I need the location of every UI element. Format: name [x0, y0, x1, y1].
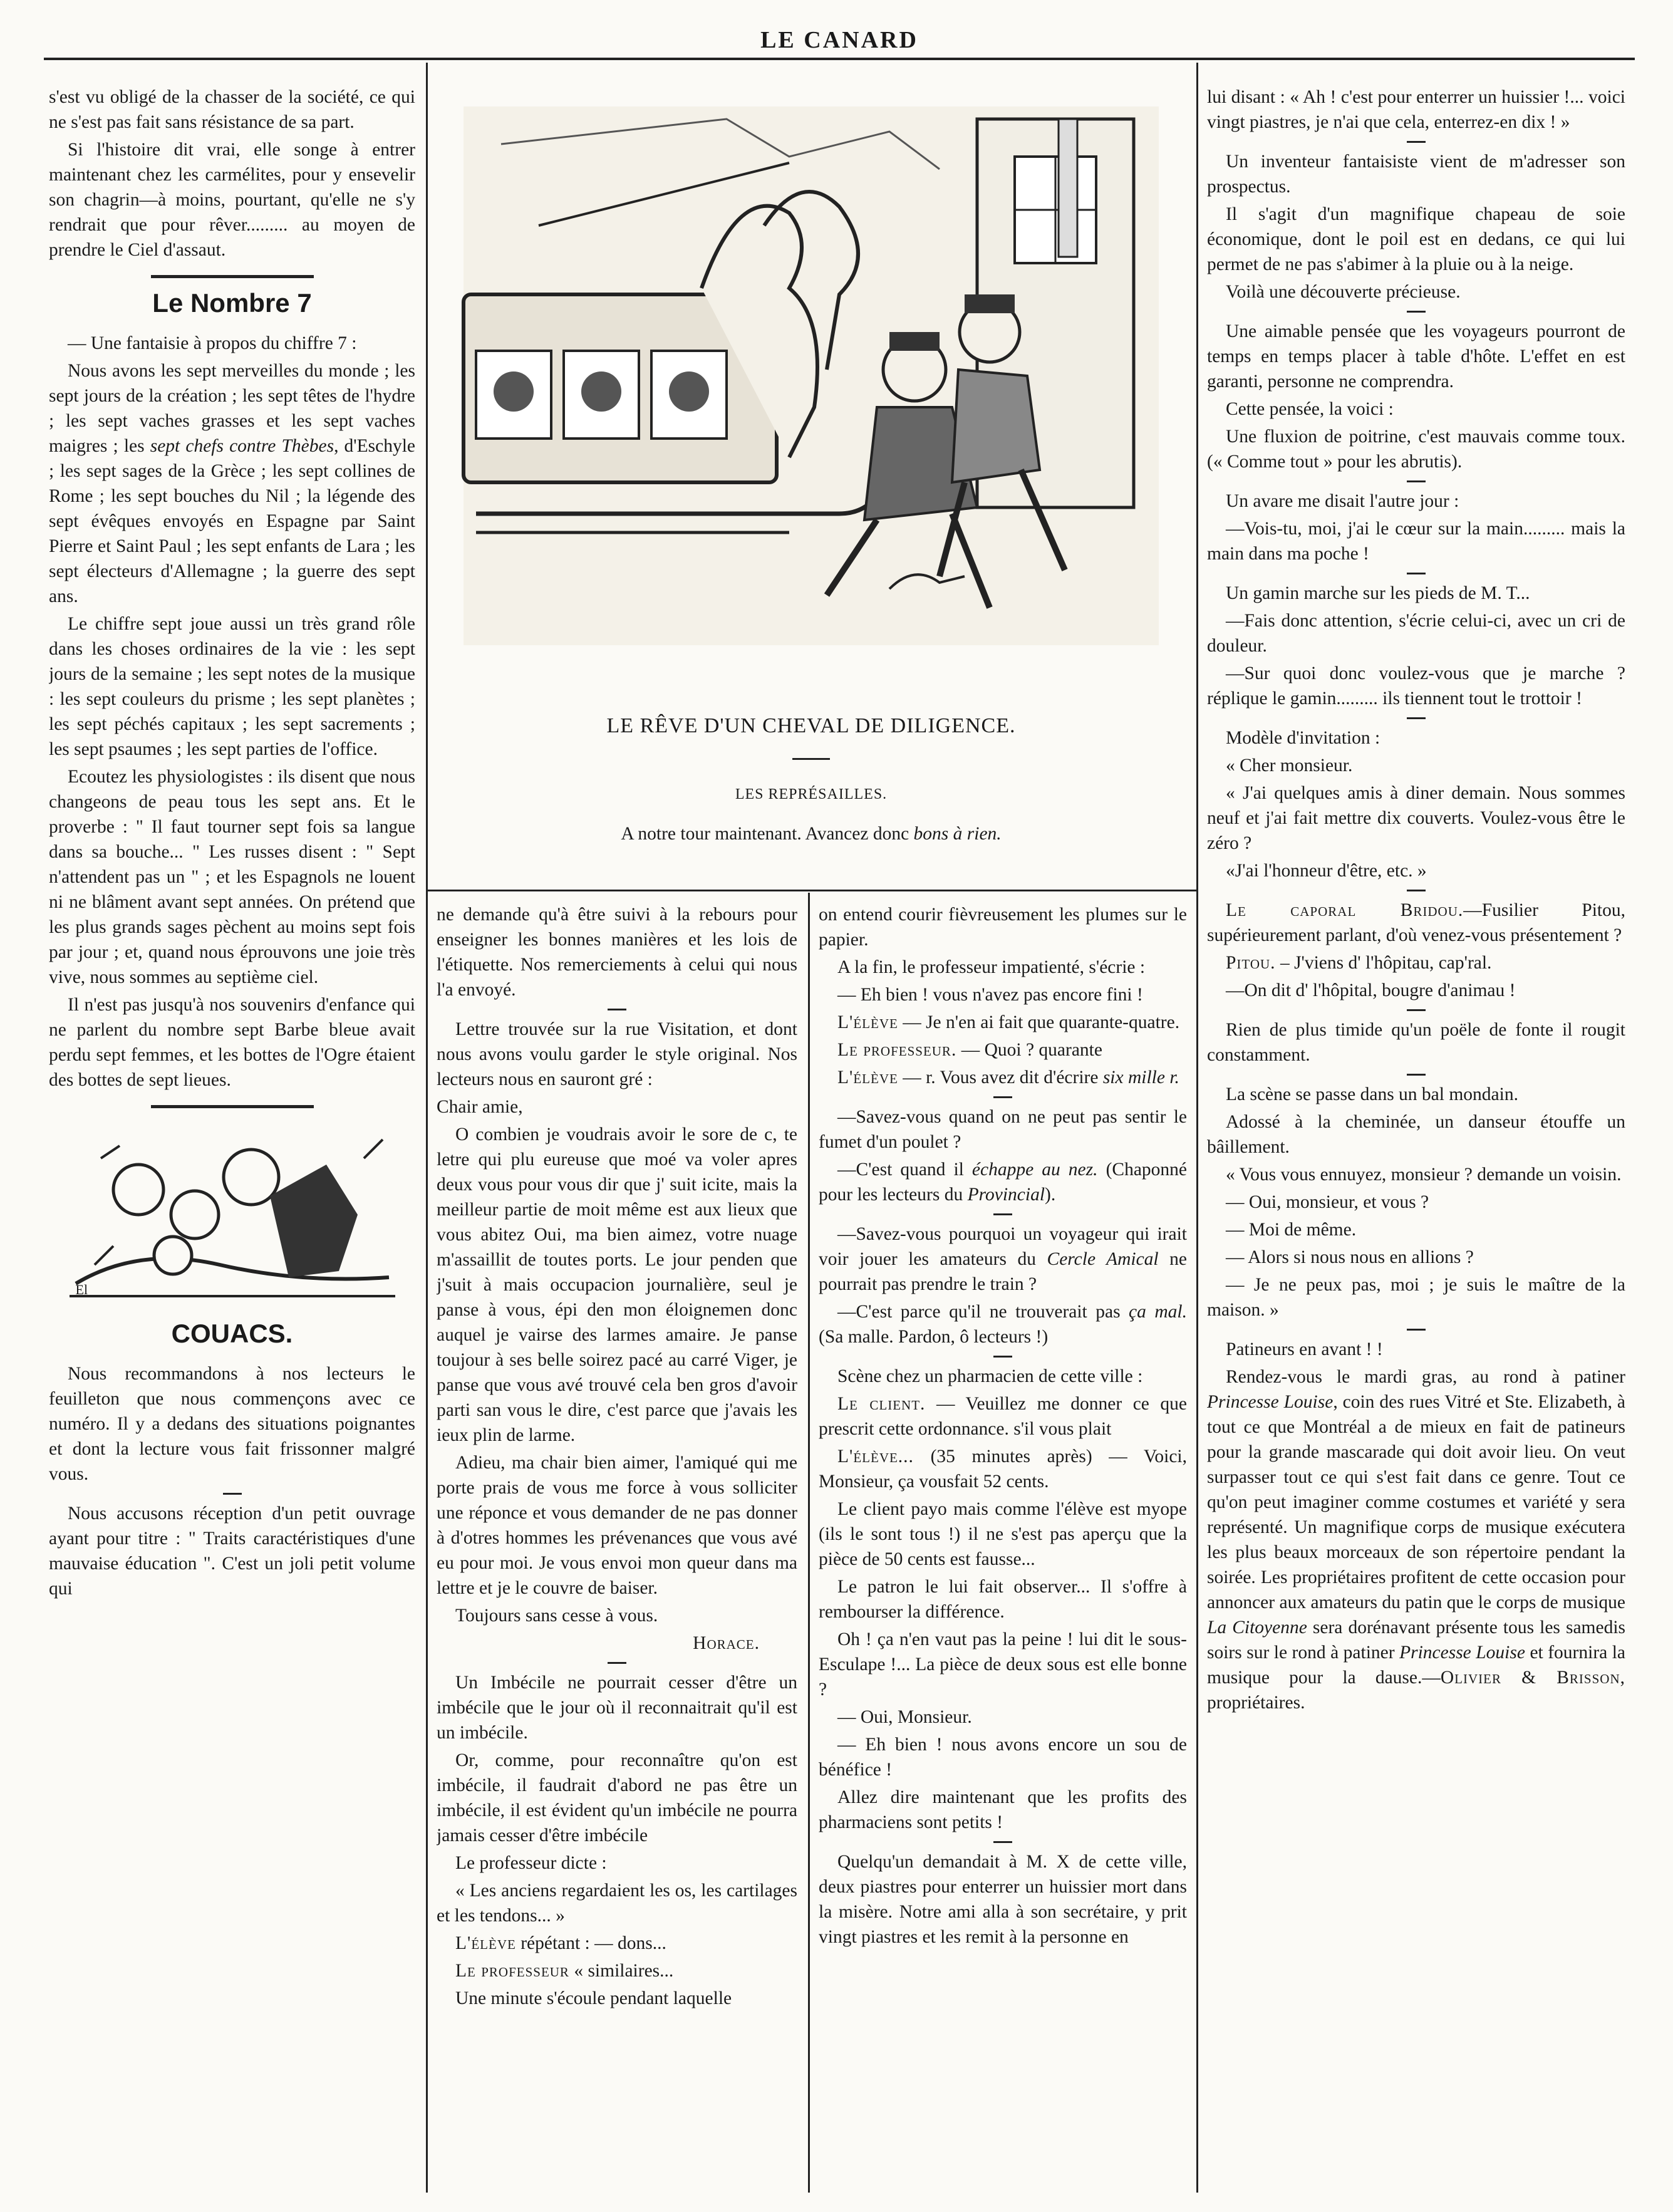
col3-p5: [819, 1037, 1187, 1062]
col4-p17a: Le caporal Bridou.: [1226, 900, 1464, 920]
separator: [1407, 1329, 1426, 1331]
illustration-diligence: [438, 81, 1184, 664]
col2-p7: Un Imbécile ne pourrait cesser d'être un imbécile que le jour où il reconnaitrait qu'il est un imbécile.: [437, 1673, 797, 1743]
col3-p5a: Le professeur.: [837, 1040, 957, 1060]
col1-p4a: Nous avons les sept merveilles du monde ; les sept jours de la création ; les sept têtes de l'hydre ; les sept vaches grasses et les sept vaches maigres ; les: [49, 361, 415, 456]
col3-p4a: L'élève: [837, 1012, 898, 1032]
col4-p28: Patineurs en avant ! !: [1226, 1339, 1383, 1359]
col4-p24: — Oui, monsieur, et vous ?: [1226, 1192, 1429, 1212]
col3-p8d: Provincial: [967, 1185, 1045, 1205]
col3-p15: Le patron le lui fait observer... Il s'offre à rembourser la différence.: [819, 1577, 1187, 1622]
col4-p29e: sera dorénavant présente tous les samedis soirs sur le rond à patiner: [1207, 1617, 1625, 1663]
col3-p9a: —Savez-vous pourquoi un voyageur qui irait voir jouer les amateurs du: [819, 1224, 1187, 1269]
col4-p15: « J'ai quelques amis à diner demain. Nous sommes neuf et j'ai fait mettre dix couverts. Voulez-vous être le zéro ?: [1207, 783, 1625, 853]
col4-p29d: La Citoyenne: [1207, 1617, 1307, 1638]
col3-p9b: Cercle Amical: [1047, 1249, 1159, 1269]
separator: [1407, 717, 1426, 719]
vignette-drawing: [63, 1121, 401, 1309]
separator: [223, 1493, 242, 1495]
col3-p4: [819, 1010, 1187, 1035]
separator: [993, 1356, 1012, 1358]
col1-p6: Ecoutez les physiologistes : ils disent que nous changeons de peau tous les sept ans. Et le proverbe : " Il faut tourner sept fois sa langue dans sa bouche... " Les russes disent : " Sept n'attendent pas un " ; et les Espagnols ne louent ni ne blâment avant sept années. On prétend que les plus grands sages pèchent au moins sept fois par jour ; et, quand nous éprouvons une joie très vive, nous sommes au septième ciel.: [49, 767, 415, 987]
col4-p21: La scène se passe dans un bal mondain.: [1226, 1084, 1518, 1104]
col3-p18: — Eh bien ! nous avons encore un sou de bénéfice !: [819, 1735, 1187, 1780]
col3-p3: — Eh bien ! vous n'avez pas encore fini !: [837, 985, 1143, 1005]
separator: [608, 1009, 626, 1010]
separator: [1407, 480, 1426, 482]
col1-p4: [49, 358, 415, 609]
col3-p7: —Savez-vous quand on ne peut pas sentir le fumet d'un poulet ?: [819, 1107, 1187, 1152]
col4-p5: Une aimable pensée que les voyageurs pourront de temps en temps placer à table d'hôte. L'effet en est garanti, personne ne comprendra.: [1207, 321, 1625, 392]
separator: [993, 1841, 1012, 1843]
col2-p11a: L'élève: [455, 1933, 516, 1953]
col1-p1: s'est vu obligé de la chasser de la société, ce qui ne s'est pas fait sans résistance de sa part.: [49, 87, 415, 132]
separator: [608, 1662, 626, 1664]
col2-p13: Une minute s'écoule pendant laquelle: [455, 1988, 732, 2008]
col3-p13a: L'élève...: [837, 1446, 914, 1467]
col3-p1: on entend courir fièvreusement les plumes sur le papier.: [819, 905, 1187, 950]
vignette-illustration: [63, 1121, 401, 1309]
col4-p29i: propriétaires.: [1207, 1693, 1305, 1713]
col4-p29a: Rendez-vous le mardi gras, au rond à patiner: [1226, 1367, 1625, 1387]
col3-p20: Quelqu'un demandait à M. X de cette ville, deux piastres pour enterrer un huissier mort dans la misère. Notre ami alla à son secrétaire, y prit vingt piastres et les remit à la personne en: [819, 1852, 1187, 1947]
separator: [993, 1096, 1012, 1098]
col2-p1: ne demande qu'à être suivi à la rebours pour enseigner les bonnes manières et les lois de l'étiquette. Nos remerciements à celui qui nous l'a envoyé.: [437, 905, 797, 1000]
col2-p11: [437, 1931, 797, 1956]
col3-p6a: L'élève: [837, 1067, 898, 1088]
col4-p6: Cette pensée, la voici :: [1226, 399, 1394, 419]
col4-p18b: – J'viens d' l'hôpitau, cap'ral.: [1280, 953, 1492, 973]
col3-p5b: — Quoi ? quarante: [961, 1040, 1102, 1060]
col4-p26: — Alors si nous nous en allions ?: [1226, 1247, 1474, 1267]
col3-p2: A la fin, le professeur impatienté, s'écrie :: [837, 957, 1146, 977]
col3-p9: [819, 1222, 1187, 1297]
col3-p4b: — Je n'en ai fait que quarante-quatre.: [903, 1012, 1180, 1032]
col3-p8b: échappe au nez.: [971, 1160, 1098, 1180]
column-rule-2: [808, 893, 810, 2193]
col2-p12: [437, 1958, 797, 1983]
col3-p19: Allez dire maintenant que les profits des pharmaciens sont petits !: [819, 1787, 1187, 1832]
col4-p2: Un inventeur fantaisiste vient de m'adresser son prospectus.: [1207, 152, 1625, 197]
col4-p19: —On dit d' l'hôpital, bougre d'animau !: [1226, 980, 1516, 1000]
col4-p1: lui disant : « Ah ! c'est pour enterrer un huissier !... voici vingt piastres, je n'ai que cela, enterrez-en dix ! »: [1207, 87, 1625, 132]
col4-p22: Adossé à la cheminée, un danseur étouffe un bâillement.: [1207, 1112, 1625, 1157]
col4-p7: Une fluxion de poitrine, c'est mauvais comme toux. (« Comme tout » pour les abrutis).: [1207, 427, 1625, 472]
col3-p9c: ne pourrait pas prendre le train ?: [819, 1249, 1187, 1294]
separator: [1407, 141, 1426, 143]
col2-p2: Lettre trouvée sur la rue Visitation, et dont nous avons voulu garder le style original. Nos lecteurs nous en sauront gré :: [437, 1019, 797, 1089]
col3-p13: [819, 1444, 1187, 1494]
separator: [1407, 573, 1426, 574]
col3-p13b: (35 minutes après) — Voici, Monsieur, ça vousfait 52 cents.: [819, 1446, 1187, 1492]
col2-p6: Toujours sans cesse à vous.: [455, 1606, 658, 1626]
column-rule-illus-right: [1196, 63, 1198, 2193]
separator: [1407, 890, 1426, 891]
illustration-subtitle: LES REPRÉSAILLES.: [735, 786, 888, 802]
col4-p14: « Cher monsieur.: [1226, 756, 1353, 776]
col4-p29f: Princesse Louise: [1399, 1643, 1525, 1663]
col2-p9: Le professeur dicte :: [455, 1853, 607, 1873]
col2-p4: O combien je voudrais avoir le sore de c, te letre qui plu eureuse que moé va voler apres deux vous pour vous dir que j' suit icite, mais la meilleur partie de moit même est aux lieux que vous abitez Oui, ma bien aimez, votre nuage m'assaillit de toutes ports. Le jour penden que j'suit à mais occupacion journalière, seul je panse à vous, épi den mon éloignemen donc auquel je vairse des larmes amaire. Je panse toujour à ses belle soirez pacé au carré Viger, je panse que vous avé trouvé cela ben gros d'avoir parti san vous le dire, c'est parce que j'avais les ieux plin de larme.: [437, 1124, 797, 1445]
col4-p29c: , coin des rues Vitré et Ste. Elizabeth, à tout ce que Montréal a de mieux en fait de patineurs pour la grande mascarade qui doit avoir lieu. On veut surpasser tout ce qui s'est fait dans ce genre. Tout ce qu'on peut imaginer comme costumes et variété y sera représenté. Un magnifique corps de musique exécutera les plus beaux morceaux de son répertoire pendant la soirée. Les propriétaires profitent de cette occasion pour annoncer aux amateurs du patin que le corps de musique: [1207, 1392, 1625, 1612]
col3-p6c: six mille r.: [1102, 1067, 1179, 1088]
col4-p12: —Sur quoi donc voulez-vous que je marche ? réplique le gamin......... ils tiennent tout le trottoir !: [1207, 663, 1625, 709]
col4-p10: Un gamin marche sur les pieds de M. T...: [1226, 583, 1530, 603]
col4-p13: Modèle d'invitation :: [1226, 728, 1380, 748]
col4-p8: Un avare me disait l'autre jour :: [1226, 491, 1459, 511]
col3-p8a: —C'est quand il: [837, 1160, 964, 1180]
column-4: [1207, 85, 1625, 2208]
illustration-caption: [438, 824, 1184, 844]
col4-p23: « Vous vous ennuyez, monsieur ? demande un voisin.: [1226, 1165, 1622, 1185]
col2-p12a: Le professeur: [455, 1961, 569, 1981]
col4-p17: [1207, 898, 1625, 948]
col1-p8: Nous recommandons à nos lecteurs le feuilleton que nous commençons avec ce numéro. Il y a dedans des situations poignantes et dont la lecture vous fait frissonner malgré vous.: [49, 1364, 415, 1484]
vignette-mark: El: [75, 1282, 88, 1297]
col2-p12b: « similaires...: [574, 1961, 674, 1981]
col3-p8c: (Chaponné pour les lecteurs du: [819, 1160, 1187, 1205]
caption-emphasis: bons à rien.: [913, 824, 1002, 844]
col4-p4: Voilà une découverte précieuse.: [1226, 282, 1461, 302]
col4-p27: — Je ne peux pas, moi ; je suis le maître de la maison. »: [1207, 1275, 1625, 1320]
heading-nombre-7: Le Nombre 7: [152, 288, 312, 318]
col1-p4c: , d'Eschyle ; les sept sages de la Grèce ; les sept collines de Rome ; les sept bouches du Nil ; la légende des sept évêques envoyés en Espagne par Saint Pierre et Saint Paul ; les sept enfants de Lara ; les sept électeurs d'Allemagne ; la guerre des sept ans.: [49, 436, 415, 606]
col3-p12b: — Veuillez me donner ce que prescrit cette ordonnance. s'il vous plait: [819, 1394, 1187, 1439]
separator: [1407, 1009, 1426, 1011]
caption-rule: [792, 758, 830, 760]
col4-p20: Rien de plus timide qu'un poële de fonte il rougit constamment.: [1207, 1020, 1625, 1065]
col3-p12: [819, 1391, 1187, 1441]
col4-p9: —Vois-tu, moi, j'ai le cœur sur la main......... mais la main dans ma poche !: [1207, 519, 1625, 564]
col3-p6: [819, 1065, 1187, 1090]
col4-p29g: et fournira la musique pour la dause.—: [1207, 1643, 1625, 1688]
col2-p8: Or, comme, pour reconnaître qu'on est imbécile, il faudrait d'abord ne pas être un imbécile, il est évident qu'un imbécile ne pourra jamais cesser d'être imbécile: [437, 1750, 797, 1846]
col4-p18: [1207, 950, 1625, 975]
col3-p16: Oh ! ça n'en vaut pas la peine ! lui dit le sous-Esculape !... La pièce de deux sous est elle bonne ?: [819, 1629, 1187, 1700]
col3-p6b: — r. Vous avez dit d'écrire: [903, 1067, 1099, 1088]
col4-p29b: Princesse Louise: [1207, 1392, 1334, 1412]
col3-p11: Scène chez un pharmacien de cette ville :: [837, 1366, 1143, 1386]
masthead-rule: [44, 58, 1635, 60]
column-2: [437, 902, 797, 2205]
column-1: [49, 85, 415, 2208]
separator: [1407, 1074, 1426, 1076]
column-rule-1: [426, 63, 428, 2193]
col4-p29h: Olivier & Brisson,: [1440, 1668, 1625, 1688]
masthead: LE CANARD: [760, 27, 918, 53]
col1-p7: Il n'est pas jusqu'à nos souvenirs d'enfance qui ne parlent du nombre sept Barbe bleue avait perdu sept femmes, et les bottes de l'Ogre étaient des bottes de sept lieues.: [49, 995, 415, 1090]
col2-p5: Adieu, ma chair bien aimer, l'amiqué qui me porte prais de vous me force à vous solliciter une réponce et vous demander de ne pas donner à d'otres hommes les prévenances que vous avé eu pour moi. Je vous envoi mon queur dans ma lettre et je le couvre de baiser.: [437, 1453, 797, 1598]
col4-p17b: —Fusilier Pitou, supérieurement parlant, d'où venez-vous présentement ?: [1207, 900, 1625, 945]
col4-p29: [1207, 1364, 1625, 1715]
illustration-bottom-rule: [426, 890, 1196, 891]
illustration-title: LE RÊVE D'UN CHEVAL DE DILIGENCE.: [606, 714, 1016, 737]
col1-p5: Le chiffre sept joue aussi un très grand rôle dans les choses ordinaires de la vie : les sept jours de la semaine ; les sept notes de la musique : les sept couleurs du prisme ; les sept planètes ; les sept péchés capitaux ; les sept sacrements ; les sept psaumes ; les sept parties de l'office.: [49, 614, 415, 759]
col4-p11: —Fais donc attention, s'écrie celui-ci, avec un cri de douleur.: [1207, 611, 1625, 656]
col4-p16: «J'ai l'honneur d'être, etc. »: [1226, 861, 1427, 881]
col3-p8e: ).: [1045, 1185, 1056, 1205]
col1-p3: — Une fantaisie à propos du chiffre 7 :: [68, 333, 357, 353]
col3-p8: [819, 1157, 1187, 1207]
col2-p11b: répétant : — dons...: [521, 1933, 666, 1953]
col4-p25: — Moi de même.: [1226, 1220, 1357, 1240]
caption-text: A notre tour maintenant. Avancez donc: [621, 824, 909, 844]
col3-p10b: ça mal.: [1129, 1302, 1187, 1322]
col3-p10: [819, 1299, 1187, 1349]
separator: [151, 275, 314, 278]
col3-p12a: Le client.: [837, 1394, 926, 1414]
col3-p10a: —C'est parce qu'il ne trouverait pas: [837, 1302, 1121, 1322]
col1-p9: Nous accusons réception d'un petit ouvrage ayant pour titre : " Traits caractéristiques d'une mauvaise éducation ". C'est un joli petit volume qui: [49, 1503, 415, 1599]
separator: [993, 1213, 1012, 1215]
diligence-drawing: [438, 81, 1184, 664]
col3-p17: — Oui, Monsieur.: [837, 1707, 972, 1727]
col2-signature: Horace.: [693, 1633, 760, 1653]
col3-p10c: (Sa malle. Pardon, ô lecteurs !): [819, 1327, 1049, 1347]
col1-p2: Si l'histoire dit vrai, elle songe à entrer maintenant chez les carmélites, pour y ensevelir son chagrin—à moins, pourtant, qu'elle ne s'y rendrait que pour rêver......... au moyen de prendre le Ciel d'assaut.: [49, 140, 415, 260]
col4-p3: Il s'agit d'un magnifique chapeau de soie économique, dont le poil est en dedans, ce qui lui permet de ne pas s'abimer à la pluie ou à la neige.: [1207, 204, 1625, 274]
col1-p4b: sept chefs contre Thèbes: [150, 436, 334, 456]
column-3: [819, 902, 1187, 2205]
col2-p10: « Les anciens regardaient les os, les cartilages et les tendons... »: [437, 1881, 797, 1926]
heading-couacs: COUACS.: [171, 1319, 293, 1348]
separator: [1407, 311, 1426, 313]
col3-p14: Le client payo mais comme l'élève est myope (ils le sont tous !) il ne s'est pas aperçu que la pièce de 50 cents est fausse...: [819, 1499, 1187, 1569]
col2-p3: Chair amie,: [437, 1097, 523, 1117]
separator: [151, 1105, 314, 1108]
col4-p18a: Pitou.: [1226, 953, 1276, 973]
